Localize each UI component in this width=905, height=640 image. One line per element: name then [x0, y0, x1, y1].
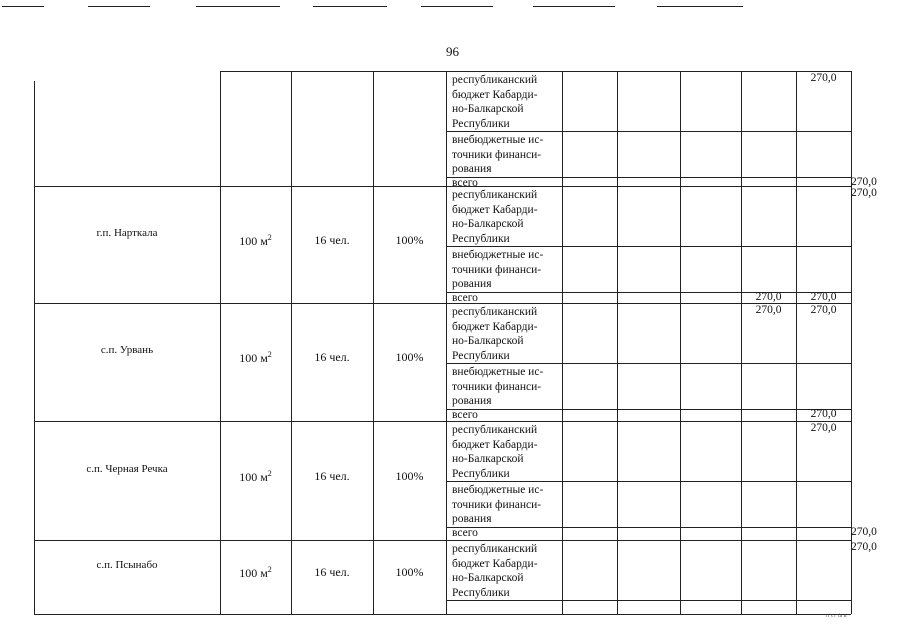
- table-vline: [562, 71, 563, 614]
- value-cell: 270,0: [851, 526, 877, 538]
- value-cell: 270,0: [810, 408, 837, 420]
- top-rule: [2, 6, 44, 7]
- label-total: всего: [452, 177, 478, 189]
- value-cell: 270,0: [755, 291, 782, 303]
- value-cell: 270,0: [810, 304, 837, 316]
- label-republican-budget: республиканский бюджет Кабарди- но-Балкарской Республики: [452, 74, 538, 130]
- municipality-name: с.п. Псынабо: [96, 559, 158, 571]
- table-vline: [741, 71, 742, 614]
- top-rule: [657, 6, 743, 7]
- label-total: всего: [452, 409, 478, 421]
- page-number: 96: [446, 44, 459, 59]
- table-vline: [291, 71, 292, 614]
- table-hline: [34, 303, 446, 304]
- superscript: 2: [267, 350, 272, 359]
- top-rule: [421, 6, 493, 7]
- municipality-name: г.п. Нарткала: [96, 226, 158, 239]
- area-value: 100 $м^2$: [239, 468, 272, 484]
- label-total: всего: [452, 292, 478, 304]
- label-republican-budget: республиканский бюджет Кабарди- но-Балкарской Республики: [452, 189, 538, 245]
- municipality-name: с.п. Черная Речка: [86, 462, 168, 475]
- superscript: 2: [267, 565, 272, 574]
- percent-value: 100%: [395, 232, 424, 247]
- people-count: 16 чел.: [314, 468, 350, 483]
- people-count: 16 чел.: [314, 565, 350, 579]
- table-vline: [373, 71, 374, 614]
- people-count: 16 чел.: [314, 232, 350, 247]
- table-hline: [220, 71, 851, 72]
- area-value: 100 $м^2$: [239, 232, 272, 248]
- table-vline: [617, 71, 618, 614]
- superscript: 2: [267, 468, 272, 478]
- area-value: 100 $м^2$: [239, 565, 272, 580]
- top-rule: [533, 6, 615, 7]
- label-extrabudgetary: внебюджетные ис- точники финанси- рования: [452, 366, 544, 407]
- value-cell: 270,0: [810, 422, 837, 434]
- table-hline: [34, 540, 446, 541]
- top-rule: [88, 6, 150, 7]
- people-count: 16 чел.: [314, 350, 350, 364]
- table-hline: [446, 409, 851, 410]
- label-republican-budget: республиканский бюджет Кабарди- но-Балкарской Республики: [452, 306, 538, 362]
- table-hline: [446, 363, 851, 364]
- table-hline: [34, 614, 851, 615]
- table-vline: [796, 71, 797, 614]
- label-total: всего: [452, 527, 478, 539]
- label-extrabudgetary: внебюджетные ис- точники финанси- рования: [452, 134, 544, 175]
- value-cell: 270,0: [755, 304, 782, 316]
- scan-specks: ·ʳ ᶜ· ᶠᵃ ⁿ: [825, 612, 847, 621]
- value-cell: 270,0: [851, 176, 877, 188]
- label-extrabudgetary: внебюджетные ис- точники финанси- рования: [452, 249, 544, 290]
- percent-value: 100%: [395, 350, 424, 364]
- table-vline: [446, 71, 447, 614]
- table-hline: [446, 421, 851, 422]
- label-republican-budget: республиканский бюджет Кабарди- но-Балкарской Республики: [452, 424, 538, 480]
- table-hline: [446, 481, 851, 482]
- table-vline: [680, 71, 681, 614]
- table-hline: [446, 246, 851, 247]
- superscript: 2: [267, 232, 272, 242]
- value-cell: 270,0: [810, 291, 837, 303]
- table-hline: [34, 421, 446, 422]
- top-rule: [313, 6, 387, 7]
- table-hline: [446, 540, 851, 541]
- label-republican-budget: республиканский бюджет Кабарди- но-Балкарской Республики: [452, 543, 538, 599]
- percent-value: 100%: [395, 468, 424, 483]
- value-cell: 270,0: [851, 541, 877, 553]
- table-hline: [446, 177, 851, 178]
- top-rule: [196, 6, 280, 7]
- value-cell: 270,0: [851, 187, 877, 199]
- table-vline: [220, 71, 221, 614]
- table-hline: [446, 131, 851, 132]
- table-hline: [34, 186, 446, 187]
- value-cell: 270,0: [810, 72, 837, 84]
- percent-value: 100%: [395, 565, 424, 579]
- label-extrabudgetary: внебюджетные ис- точники финанси- рования: [452, 484, 544, 525]
- municipality-name: с.п. Урвань: [100, 344, 154, 356]
- table-hline: [446, 600, 851, 601]
- table-hline: [446, 527, 851, 528]
- table-hline: [446, 186, 851, 187]
- area-value: 100 $м^2$: [239, 350, 272, 365]
